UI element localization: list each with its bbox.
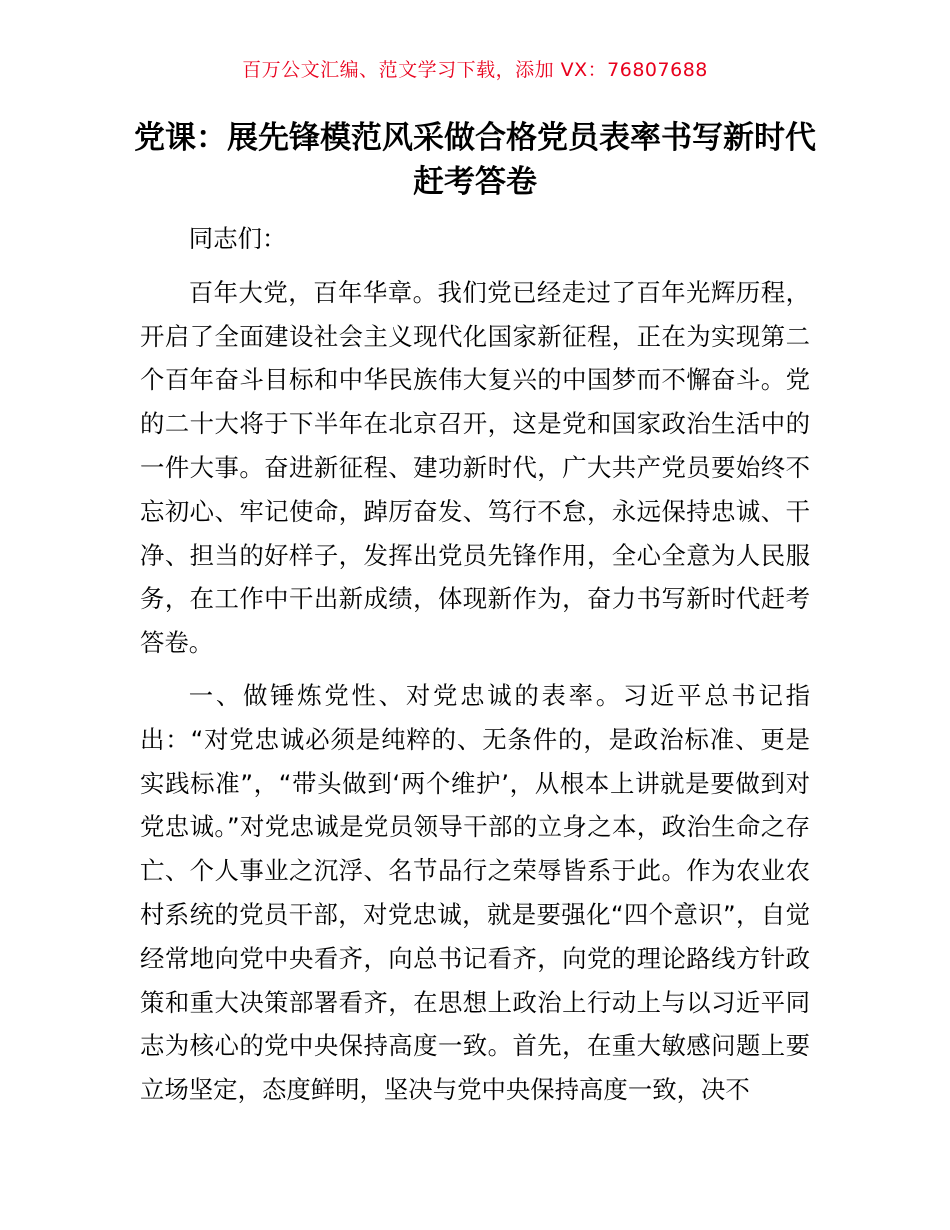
paragraph-intro: 百年大党，百年华章。我们党已经走过了百年光辉历程，开启了全面建设社会主义现代化国家新征程，正在为实现第二个百年奋斗目标和中华民族伟大复兴的中国梦而不懈奋斗。党的二十大将于下半年在北京召开，这是党和国家政治生活中的一件大事。奋进新征程、建功新时代，广大共产党员要始终不忘初心、牢记使命，踔厉奋发、笃行不怠，永远保持忠诚、干净、担当的好样子，发挥出党员先锋作用，全心全意为人民服务，在工作中干出新成绩，体现新作为，奋力书写新时代赶考答卷。 (140, 277, 810, 658)
document-title: 党课：展先锋模范风采做合格党员表率书写新时代赶考答卷 (134, 120, 816, 200)
paragraph-section-one: 一、做锤炼党性、对党忠诚的表率。习近平总书记指出：“对党忠诚必须是纯粹的、无条件的，是政治标准、更是实践标准”，“带头做到‘两个维护’，从根本上讲就是要做到对党忠诚。”对党忠诚是党员领导干部的立身之本，政治生命之存亡、个人事业之沉浮、名节品行之荣辱皆系于此。作为农业农村系统的党员干部，对党忠诚，就是要强化“四个意识”，自觉经常地向党中央看齐，向总书记看齐，向党的理论路线方针政策和重大决策部署看齐，在思想上政治上行动上与以习近平同志为核心的党中央保持高度一致。首先，在重大敏感问题上要立场坚定，态度鲜明，坚决与党中央保持高度一致，决不 (140, 680, 810, 1105)
document-body (140, 217, 810, 1112)
greeting: 同志们： (188, 224, 287, 253)
header-banner: 百万公文汇编、范文学习下载，添加 VX：76807688 (242, 59, 708, 81)
